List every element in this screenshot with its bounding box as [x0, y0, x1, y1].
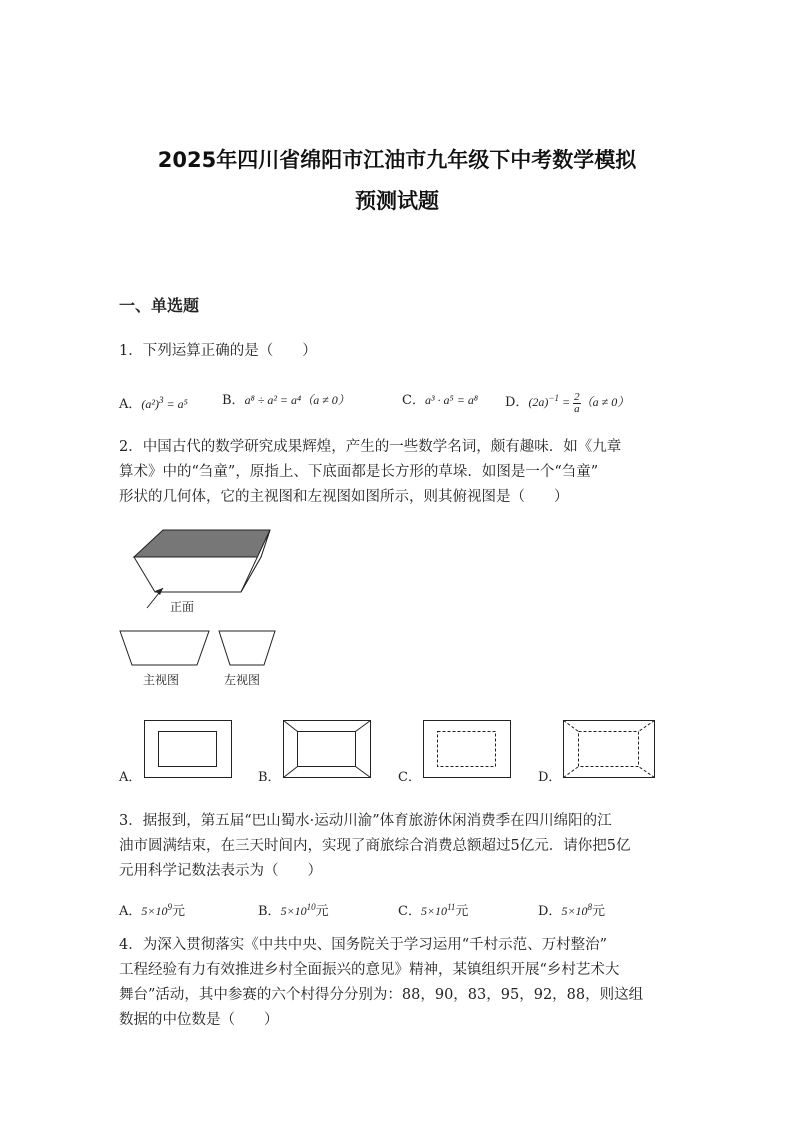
q4-line3: 舞台”活动，其中参赛的六个村得分分别为：88，90，83，95，92，88，则这组 [119, 987, 644, 1003]
document-title-line1: 2025年四川省绵阳市江油市九年级下中考数学模拟 [157, 148, 637, 172]
left-view-label: 左视图 [224, 673, 261, 687]
option-label: C． [402, 393, 425, 408]
section-heading: 一、单选题 [119, 296, 200, 315]
option-label: D． [505, 395, 529, 410]
option-label: A． [119, 397, 142, 412]
q2-option-d-figure [563, 720, 655, 778]
q3-c-base: 5×10 [420, 904, 448, 918]
q3-a-exp: 9 [167, 902, 172, 912]
front-label: 正面 [170, 600, 195, 614]
q1-c-expr: a³ · a⁵ = a⁸ [424, 393, 478, 407]
q1-option-a [119, 390, 188, 415]
main-view-label: 主视图 [143, 673, 180, 687]
q3-b-unit: 元 [315, 904, 329, 919]
q1-b-cond: （a ≠ 0） [301, 393, 350, 407]
q3-option-b [258, 897, 329, 922]
q3-line1: 3．据报到，第五届“巴山蜀水·运动川渝”体育旅游休闲消费季在四川绵阳的江 [119, 813, 612, 829]
q2-option-c-label: C． [398, 770, 421, 785]
q1-a-rhs: = a⁵ [163, 397, 188, 411]
q3-c-exp: 11 [447, 902, 456, 912]
q1-d-exp: −1 [548, 393, 560, 403]
q4-line2: 工程经验有力有效推进乡村全面振兴的意见》精神，某镇组织开展“乡村艺术大 [119, 962, 620, 978]
q4-line4: 数据的中位数是（ ） [119, 1012, 279, 1028]
q3-b-base: 5×10 [280, 904, 307, 918]
q1-d-den: a [574, 402, 580, 415]
q3-d-exp: 8 [587, 902, 593, 912]
document-title-line2: 预测试题 [355, 189, 439, 213]
q3-option-d [538, 897, 605, 922]
q1-b-expr: a⁸ ÷ a² = a⁴ [244, 393, 302, 407]
option-label: D． [538, 904, 562, 919]
option-label: B． [258, 904, 281, 919]
q3-d-base: 5×10 [561, 904, 588, 918]
q3-option-a [119, 897, 185, 922]
q2-option-c-figure [423, 720, 511, 778]
q3-line3: 元用科学记数法表示为（ ） [119, 863, 322, 879]
q1-option-b [222, 390, 350, 411]
q1-a-base: (a²) [141, 397, 159, 411]
q2-option-b-figure [283, 720, 371, 778]
option-label: B． [222, 393, 245, 408]
q2-option-d-label: D． [538, 770, 562, 785]
q1-option-c [402, 390, 478, 411]
q1-option-d [505, 388, 629, 415]
main-view-figure [118, 629, 213, 669]
q1-stem: 1．下列运算正确的是（ ） [119, 343, 317, 359]
q3-a-unit: 元 [172, 904, 186, 919]
q1-d-cond: （a ≠ 0） [580, 395, 630, 409]
q2-line1: 2．中国古代的数学研究成果辉煌，产生的一些数学名词，颇有趣味．如《九章 [119, 439, 622, 455]
q1-d-num: 2 [574, 390, 580, 403]
option-label: A． [119, 904, 142, 919]
q2-option-a-label: A． [119, 770, 142, 785]
q2-option-a-figure [144, 720, 232, 778]
q3-d-unit: 元 [592, 904, 606, 919]
q2-option-b-label: B． [258, 770, 281, 785]
q3-b-exp: 10 [306, 902, 316, 912]
q1-d-eq: = [559, 395, 574, 409]
q4-line1: 4．为深入贯彻落实《中共中央、国务院关于学习运用“千村示范、万村整治” [119, 937, 608, 953]
q1-d-base: (2a) [528, 395, 549, 409]
q2-line2: 算术》中的“刍童”，原指上、下底面都是长方形的草垛．如图是一个“刍童” [119, 464, 599, 480]
q3-option-c [398, 897, 468, 922]
q3-a-base: 5×10 [141, 904, 168, 918]
q3-line2: 油市圆满结束，在三天时间内，实现了商旅综合消费总额超过5亿元．请你把5亿 [119, 838, 631, 854]
chutong-solid-figure [125, 525, 285, 620]
q3-c-unit: 元 [455, 904, 469, 919]
option-label: C． [398, 904, 421, 919]
q2-line3: 形状的几何体，它的主视图和左视图如图所示，则其俯视图是（ ） [119, 489, 569, 505]
left-view-figure [217, 629, 277, 669]
q1-a-exp: 3 [158, 395, 164, 405]
